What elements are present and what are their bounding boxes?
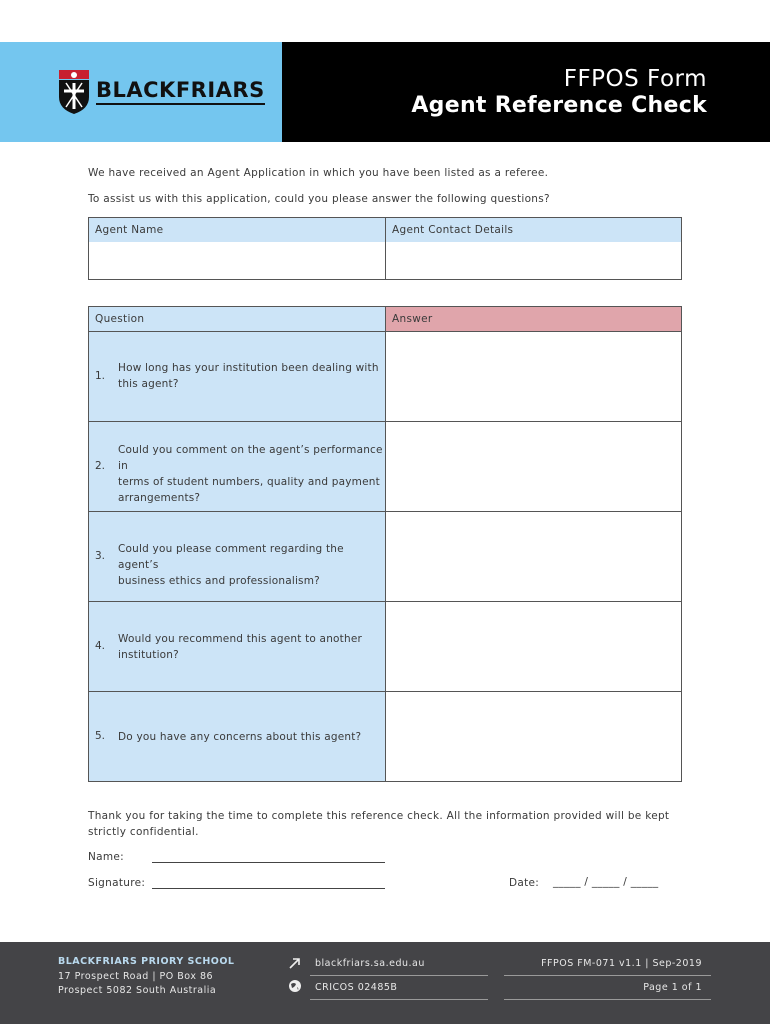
footer-divider [310,999,488,1000]
question-text-line: terms of student numbers, quality and payment [118,476,380,488]
question-text-line: arrangements? [118,492,201,504]
question-text-line: this agent? [118,378,179,390]
answer-header: Answer [386,307,681,331]
question-text-line: Do you have any concerns about this agent? [118,731,362,743]
signature-field[interactable] [152,888,385,889]
answer-field[interactable] [386,512,681,601]
footer-divider [310,975,488,976]
question-text-line: How long has your institution been dealing with [118,362,379,374]
answer-field[interactable] [386,692,681,781]
arrow-link-icon [288,957,301,970]
question-text [118,631,383,663]
agent-contact-field[interactable] [386,242,681,279]
page-number: Page 1 of 1 [643,982,702,993]
form-title: FFPOS Form [563,66,707,92]
answer-field[interactable] [386,422,681,511]
question-text [118,541,383,589]
website-link[interactable]: blackfriars.sa.edu.au [315,958,425,969]
address-line-1: 17 Prospect Road | PO Box 86 [58,971,214,982]
question-text-line: business ethics and professionalism? [118,575,320,587]
brand-name: BLACKFRIARS [96,80,265,105]
globe-icon [288,979,302,993]
question-number: 1. [95,370,106,382]
intro-line-1: We have received an Agent Application in which you have been listed as a referee. [88,167,549,179]
answer-field[interactable] [386,332,681,421]
agent-details-table [88,217,682,280]
answer-field[interactable] [386,602,681,691]
page-footer [0,942,770,1024]
agent-name-field[interactable] [89,242,385,279]
school-logo [58,69,265,115]
name-label: Name: [88,851,125,863]
questions-table [88,306,682,782]
question-text-line: Could you comment on the agent’s performance in [118,444,383,472]
cricos-code: CRICOS 02485B [315,982,398,993]
closing-statement: Thank you for taking the time to complete this reference check. All the information provided will be kept strictly confidential. [88,810,670,838]
question-number: 3. [95,550,106,562]
question-number: 4. [95,640,106,652]
form-code: FFPOS FM-071 v1.1 | Sep-2019 [541,958,702,969]
question-text-line: Could you please comment regarding the agent’s [118,543,344,571]
question-number: 5. [95,730,106,742]
intro-line-2: To assist us with this application, could you please answer the following questions? [88,193,550,205]
date-label: Date: [509,877,540,889]
question-text [118,729,383,745]
school-name: BLACKFRIARS PRIORY SCHOOL [58,956,235,967]
question-text [118,442,383,506]
date-field[interactable]: _____ / _____ / _____ [553,876,659,888]
footer-divider [504,975,711,976]
header-logo-panel [0,42,282,142]
header-title-panel [282,42,770,142]
form-subtitle: Agent Reference Check [411,93,707,118]
question-text-line: institution? [118,649,179,661]
question-text [118,360,383,392]
agent-name-header: Agent Name [89,218,385,242]
crest-icon [58,69,90,115]
address-line-2: Prospect 5082 South Australia [58,985,217,996]
question-header: Question [95,313,145,325]
signature-label: Signature: [88,877,146,889]
page-header [0,42,770,142]
agent-contact-header: Agent Contact Details [386,218,681,242]
question-number: 2. [95,460,106,472]
footer-divider [504,999,711,1000]
question-text-line: Would you recommend this agent to another [118,633,363,645]
name-field[interactable] [152,862,385,863]
